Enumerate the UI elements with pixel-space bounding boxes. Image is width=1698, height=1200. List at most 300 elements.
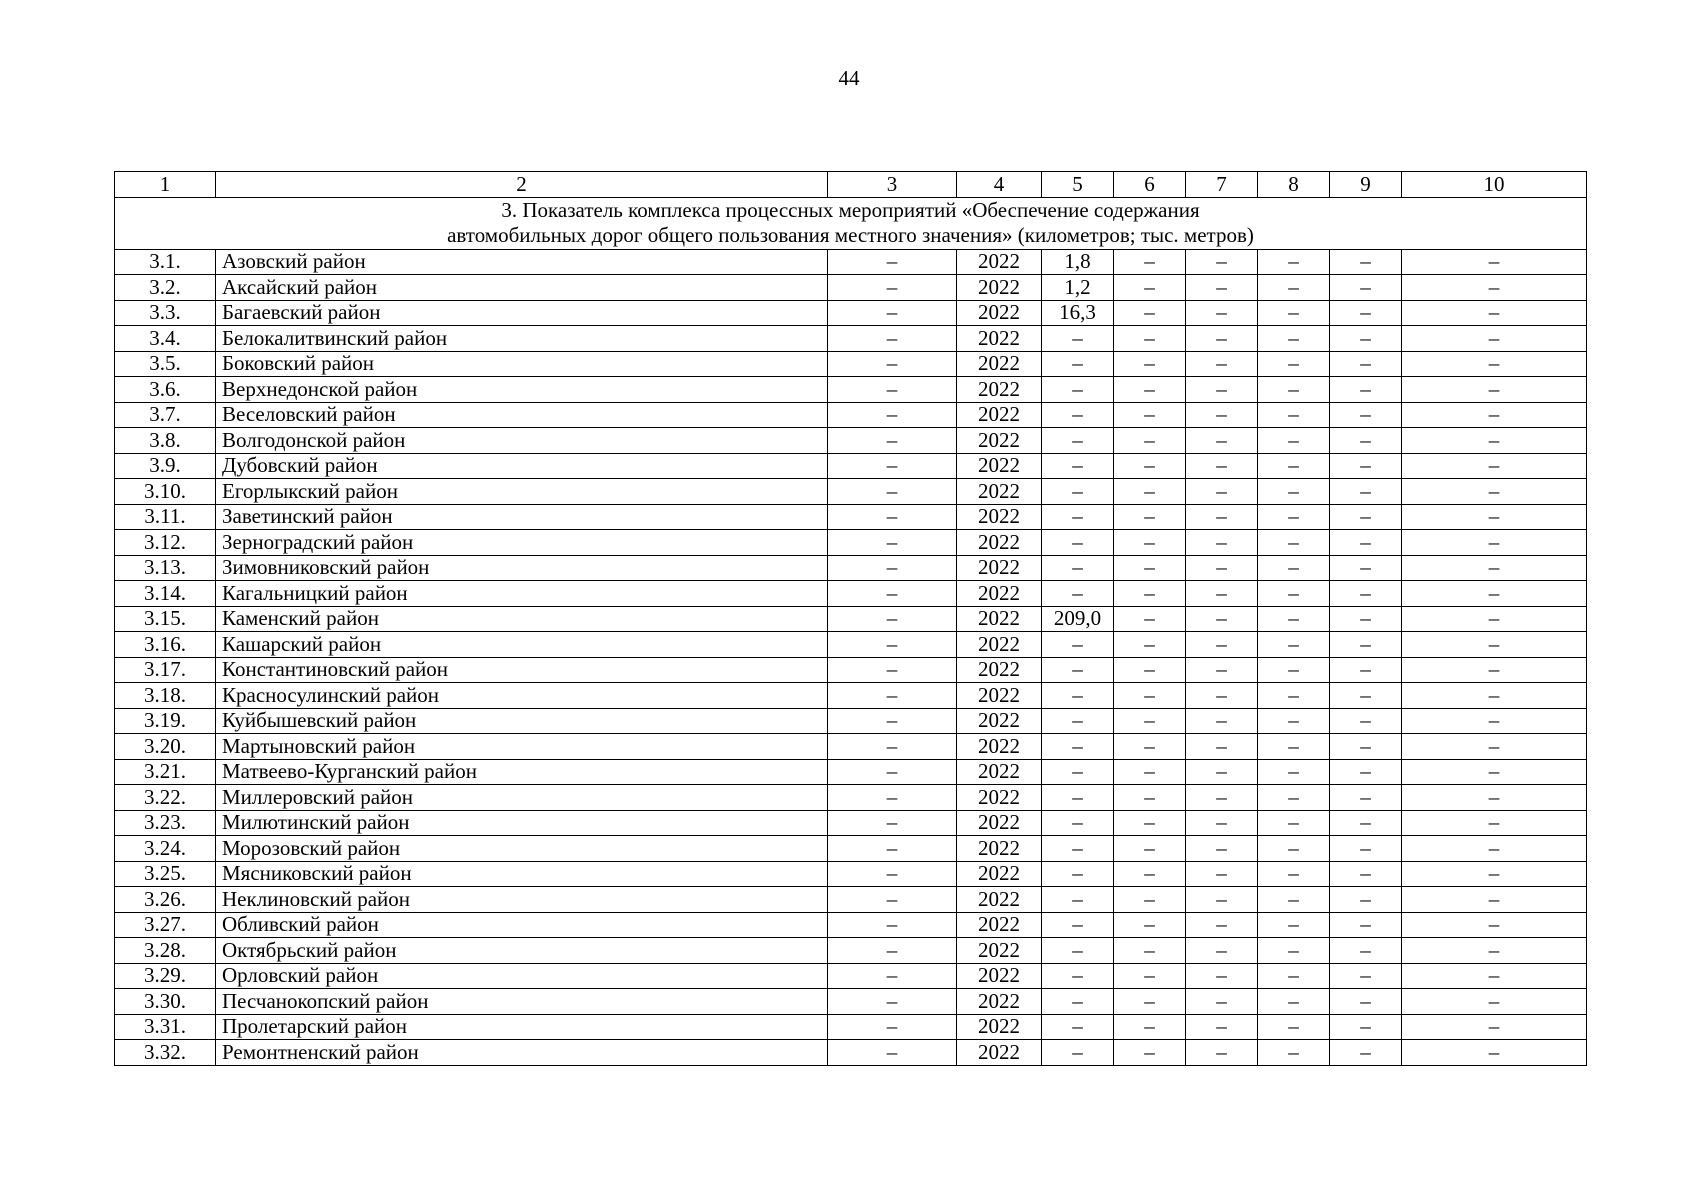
col6-value: – xyxy=(1114,606,1186,632)
col7-value: – xyxy=(1186,377,1258,403)
col6-value: – xyxy=(1114,632,1186,658)
col4-year: 2022 xyxy=(957,504,1042,530)
col5-value: – xyxy=(1042,632,1114,658)
column-header: 7 xyxy=(1186,172,1258,198)
col5-value: – xyxy=(1042,963,1114,989)
col4-year: 2022 xyxy=(957,989,1042,1015)
section-title-line1: 3. Показатель комплекса процессных мероприятий «Обеспечение содержания xyxy=(501,198,1200,222)
table-row xyxy=(115,810,1587,836)
table-row xyxy=(115,1014,1587,1040)
col7-value: – xyxy=(1186,708,1258,734)
col4-year: 2022 xyxy=(957,836,1042,862)
col3-value: – xyxy=(828,326,957,352)
col10-value: – xyxy=(1402,759,1587,785)
district-name: Дубовский район xyxy=(216,453,828,479)
col8-value: – xyxy=(1258,530,1330,556)
col5-value: – xyxy=(1042,683,1114,709)
col4-year: 2022 xyxy=(957,249,1042,275)
col8-value: – xyxy=(1258,887,1330,913)
col7-value: – xyxy=(1186,734,1258,760)
column-header: 5 xyxy=(1042,172,1114,198)
row-number: 3.14. xyxy=(115,581,216,607)
column-header: 8 xyxy=(1258,172,1330,198)
row-number: 3.19. xyxy=(115,708,216,734)
row-number: 3.17. xyxy=(115,657,216,683)
col10-value: – xyxy=(1402,453,1587,479)
col6-value: – xyxy=(1114,377,1186,403)
col4-year: 2022 xyxy=(957,428,1042,454)
col4-year: 2022 xyxy=(957,887,1042,913)
col10-value: – xyxy=(1402,989,1587,1015)
col10-value: – xyxy=(1402,657,1587,683)
col5-value: – xyxy=(1042,377,1114,403)
col8-value: – xyxy=(1258,810,1330,836)
col9-value: – xyxy=(1330,632,1402,658)
col6-value: – xyxy=(1114,657,1186,683)
col7-value: – xyxy=(1186,836,1258,862)
col9-value: – xyxy=(1330,377,1402,403)
col8-value: – xyxy=(1258,632,1330,658)
district-name: Багаевский район xyxy=(216,300,828,326)
col9-value: – xyxy=(1330,504,1402,530)
col10-value: – xyxy=(1402,504,1587,530)
table-row xyxy=(115,836,1587,862)
col9-value: – xyxy=(1330,249,1402,275)
col5-value: – xyxy=(1042,912,1114,938)
col4-year: 2022 xyxy=(957,555,1042,581)
col3-value: – xyxy=(828,530,957,556)
col3-value: – xyxy=(828,249,957,275)
row-number: 3.7. xyxy=(115,402,216,428)
col10-value: – xyxy=(1402,530,1587,556)
district-name: Песчанокопский район xyxy=(216,989,828,1015)
col3-value: – xyxy=(828,1014,957,1040)
col4-year: 2022 xyxy=(957,606,1042,632)
col5-value: – xyxy=(1042,810,1114,836)
row-number: 3.21. xyxy=(115,759,216,785)
col9-value: – xyxy=(1330,887,1402,913)
col6-value: – xyxy=(1114,989,1186,1015)
col6-value: – xyxy=(1114,861,1186,887)
col4-year: 2022 xyxy=(957,1040,1042,1066)
col4-year: 2022 xyxy=(957,734,1042,760)
row-number: 3.5. xyxy=(115,351,216,377)
col8-value: – xyxy=(1258,326,1330,352)
row-number: 3.16. xyxy=(115,632,216,658)
col6-value: – xyxy=(1114,887,1186,913)
col3-value: – xyxy=(828,479,957,505)
row-number: 3.11. xyxy=(115,504,216,530)
col10-value: – xyxy=(1402,810,1587,836)
column-number-row xyxy=(115,172,1587,198)
col6-value: – xyxy=(1114,785,1186,811)
col7-value: – xyxy=(1186,1040,1258,1066)
district-name: Кагальницкий район xyxy=(216,581,828,607)
col6-value: – xyxy=(1114,555,1186,581)
col10-value: – xyxy=(1402,555,1587,581)
col9-value: – xyxy=(1330,836,1402,862)
col4-year: 2022 xyxy=(957,402,1042,428)
district-name: Каменский район xyxy=(216,606,828,632)
col10-value: – xyxy=(1402,402,1587,428)
col6-value: – xyxy=(1114,504,1186,530)
table-row xyxy=(115,555,1587,581)
row-number: 3.29. xyxy=(115,963,216,989)
col10-value: – xyxy=(1402,785,1587,811)
table-row xyxy=(115,785,1587,811)
col6-value: – xyxy=(1114,479,1186,505)
section-title-row xyxy=(115,197,1587,249)
column-header: 2 xyxy=(216,172,828,198)
col6-value: – xyxy=(1114,581,1186,607)
district-name: Верхнедонской район xyxy=(216,377,828,403)
col6-value: – xyxy=(1114,249,1186,275)
col4-year: 2022 xyxy=(957,708,1042,734)
col10-value: – xyxy=(1402,734,1587,760)
col9-value: – xyxy=(1330,606,1402,632)
col6-value: – xyxy=(1114,683,1186,709)
col5-value: – xyxy=(1042,887,1114,913)
col4-year: 2022 xyxy=(957,479,1042,505)
col9-value: – xyxy=(1330,1014,1402,1040)
col7-value: – xyxy=(1186,657,1258,683)
district-name: Зерноградский район xyxy=(216,530,828,556)
col6-value: – xyxy=(1114,912,1186,938)
col10-value: – xyxy=(1402,428,1587,454)
col10-value: – xyxy=(1402,938,1587,964)
col3-value: – xyxy=(828,861,957,887)
col10-value: – xyxy=(1402,1014,1587,1040)
table-row xyxy=(115,377,1587,403)
table-row xyxy=(115,861,1587,887)
col5-value: – xyxy=(1042,1040,1114,1066)
col10-value: – xyxy=(1402,861,1587,887)
col6-value: – xyxy=(1114,1040,1186,1066)
district-name: Егорлыкский район xyxy=(216,479,828,505)
col3-value: – xyxy=(828,657,957,683)
row-number: 3.27. xyxy=(115,912,216,938)
col5-value: – xyxy=(1042,938,1114,964)
col9-value: – xyxy=(1330,1040,1402,1066)
col9-value: – xyxy=(1330,912,1402,938)
col5-value: – xyxy=(1042,657,1114,683)
col3-value: – xyxy=(828,377,957,403)
table-row xyxy=(115,683,1587,709)
col7-value: – xyxy=(1186,326,1258,352)
col8-value: – xyxy=(1258,581,1330,607)
col8-value: – xyxy=(1258,963,1330,989)
col4-year: 2022 xyxy=(957,810,1042,836)
col3-value: – xyxy=(828,912,957,938)
row-number: 3.23. xyxy=(115,810,216,836)
col5-value: – xyxy=(1042,785,1114,811)
col9-value: – xyxy=(1330,275,1402,301)
col5-value: – xyxy=(1042,836,1114,862)
col10-value: – xyxy=(1402,606,1587,632)
col10-value: – xyxy=(1402,377,1587,403)
district-name: Заветинский район xyxy=(216,504,828,530)
column-header: 6 xyxy=(1114,172,1186,198)
col6-value: – xyxy=(1114,402,1186,428)
col3-value: – xyxy=(828,453,957,479)
row-number: 3.2. xyxy=(115,275,216,301)
table-row xyxy=(115,989,1587,1015)
col9-value: – xyxy=(1330,300,1402,326)
table-row xyxy=(115,938,1587,964)
column-header: 3 xyxy=(828,172,957,198)
row-number: 3.32. xyxy=(115,1040,216,1066)
table-row xyxy=(115,453,1587,479)
col7-value: – xyxy=(1186,912,1258,938)
col8-value: – xyxy=(1258,861,1330,887)
col9-value: – xyxy=(1330,759,1402,785)
column-header: 10 xyxy=(1402,172,1587,198)
district-name: Волгодонской район xyxy=(216,428,828,454)
col6-value: – xyxy=(1114,810,1186,836)
table-row xyxy=(115,249,1587,275)
column-header: 9 xyxy=(1330,172,1402,198)
table-row xyxy=(115,428,1587,454)
district-name: Октябрьский район xyxy=(216,938,828,964)
col7-value: – xyxy=(1186,249,1258,275)
col7-value: – xyxy=(1186,963,1258,989)
col8-value: – xyxy=(1258,734,1330,760)
col9-value: – xyxy=(1330,734,1402,760)
col4-year: 2022 xyxy=(957,377,1042,403)
col9-value: – xyxy=(1330,402,1402,428)
col10-value: – xyxy=(1402,326,1587,352)
col7-value: – xyxy=(1186,810,1258,836)
col9-value: – xyxy=(1330,785,1402,811)
col5-value: – xyxy=(1042,989,1114,1015)
table-row xyxy=(115,657,1587,683)
col7-value: – xyxy=(1186,504,1258,530)
table-row xyxy=(115,275,1587,301)
col7-value: – xyxy=(1186,351,1258,377)
col7-value: – xyxy=(1186,1014,1258,1040)
row-number: 3.30. xyxy=(115,989,216,1015)
district-name: Азовский район xyxy=(216,249,828,275)
col8-value: – xyxy=(1258,402,1330,428)
col8-value: – xyxy=(1258,351,1330,377)
table-row xyxy=(115,351,1587,377)
col9-value: – xyxy=(1330,453,1402,479)
col6-value: – xyxy=(1114,963,1186,989)
col6-value: – xyxy=(1114,1014,1186,1040)
col3-value: – xyxy=(828,836,957,862)
col9-value: – xyxy=(1330,963,1402,989)
col6-value: – xyxy=(1114,708,1186,734)
col7-value: – xyxy=(1186,555,1258,581)
row-number: 3.25. xyxy=(115,861,216,887)
col3-value: – xyxy=(828,963,957,989)
table-row xyxy=(115,912,1587,938)
col7-value: – xyxy=(1186,275,1258,301)
col8-value: – xyxy=(1258,938,1330,964)
col8-value: – xyxy=(1258,275,1330,301)
col5-value: – xyxy=(1042,708,1114,734)
col5-value: – xyxy=(1042,861,1114,887)
col5-value: – xyxy=(1042,581,1114,607)
col6-value: – xyxy=(1114,530,1186,556)
col5-value: – xyxy=(1042,402,1114,428)
col9-value: – xyxy=(1330,326,1402,352)
row-number: 3.4. xyxy=(115,326,216,352)
col5-value: – xyxy=(1042,555,1114,581)
col5-value: 16,3 xyxy=(1042,300,1114,326)
col8-value: – xyxy=(1258,785,1330,811)
district-name: Пролетарский район xyxy=(216,1014,828,1040)
col10-value: – xyxy=(1402,708,1587,734)
col6-value: – xyxy=(1114,938,1186,964)
col3-value: – xyxy=(828,402,957,428)
col10-value: – xyxy=(1402,300,1587,326)
col10-value: – xyxy=(1402,249,1587,275)
col4-year: 2022 xyxy=(957,1014,1042,1040)
table-row xyxy=(115,734,1587,760)
district-name: Веселовский район xyxy=(216,402,828,428)
col6-value: – xyxy=(1114,759,1186,785)
row-number: 3.18. xyxy=(115,683,216,709)
col4-year: 2022 xyxy=(957,530,1042,556)
col5-value: – xyxy=(1042,453,1114,479)
col9-value: – xyxy=(1330,810,1402,836)
col5-value: – xyxy=(1042,1014,1114,1040)
row-number: 3.1. xyxy=(115,249,216,275)
col5-value: – xyxy=(1042,530,1114,556)
col5-value: 1,2 xyxy=(1042,275,1114,301)
col3-value: – xyxy=(828,606,957,632)
table-row xyxy=(115,1040,1587,1066)
col5-value: – xyxy=(1042,351,1114,377)
col7-value: – xyxy=(1186,606,1258,632)
col10-value: – xyxy=(1402,581,1587,607)
col3-value: – xyxy=(828,938,957,964)
col4-year: 2022 xyxy=(957,326,1042,352)
table-row xyxy=(115,326,1587,352)
table-row xyxy=(115,887,1587,913)
col9-value: – xyxy=(1330,479,1402,505)
table-row xyxy=(115,759,1587,785)
row-number: 3.22. xyxy=(115,785,216,811)
table-row xyxy=(115,479,1587,505)
col8-value: – xyxy=(1258,836,1330,862)
col5-value: 209,0 xyxy=(1042,606,1114,632)
col4-year: 2022 xyxy=(957,938,1042,964)
col4-year: 2022 xyxy=(957,657,1042,683)
table-row xyxy=(115,530,1587,556)
district-name: Ремонтненский район xyxy=(216,1040,828,1066)
col4-year: 2022 xyxy=(957,861,1042,887)
col9-value: – xyxy=(1330,581,1402,607)
col7-value: – xyxy=(1186,683,1258,709)
district-name: Константиновский район xyxy=(216,657,828,683)
row-number: 3.6. xyxy=(115,377,216,403)
district-name: Мартыновский район xyxy=(216,734,828,760)
col7-value: – xyxy=(1186,300,1258,326)
table-row xyxy=(115,606,1587,632)
col8-value: – xyxy=(1258,606,1330,632)
district-name: Обливский район xyxy=(216,912,828,938)
col3-value: – xyxy=(828,275,957,301)
district-name: Неклиновский район xyxy=(216,887,828,913)
col8-value: – xyxy=(1258,1040,1330,1066)
col8-value: – xyxy=(1258,428,1330,454)
district-name: Красносулинский район xyxy=(216,683,828,709)
column-header: 4 xyxy=(957,172,1042,198)
col7-value: – xyxy=(1186,785,1258,811)
col5-value: – xyxy=(1042,479,1114,505)
district-name: Куйбышевский район xyxy=(216,708,828,734)
table-row xyxy=(115,632,1587,658)
col7-value: – xyxy=(1186,632,1258,658)
col3-value: – xyxy=(828,428,957,454)
col8-value: – xyxy=(1258,657,1330,683)
col10-value: – xyxy=(1402,275,1587,301)
col5-value: 1,8 xyxy=(1042,249,1114,275)
table-row xyxy=(115,402,1587,428)
col6-value: – xyxy=(1114,734,1186,760)
col10-value: – xyxy=(1402,912,1587,938)
row-number: 3.31. xyxy=(115,1014,216,1040)
district-name: Морозовский район xyxy=(216,836,828,862)
row-number: 3.3. xyxy=(115,300,216,326)
col8-value: – xyxy=(1258,708,1330,734)
col5-value: – xyxy=(1042,734,1114,760)
district-name: Матвеево-Курганский район xyxy=(216,759,828,785)
col3-value: – xyxy=(828,300,957,326)
col7-value: – xyxy=(1186,887,1258,913)
col3-value: – xyxy=(828,887,957,913)
col7-value: – xyxy=(1186,428,1258,454)
col5-value: – xyxy=(1042,504,1114,530)
row-number: 3.20. xyxy=(115,734,216,760)
col6-value: – xyxy=(1114,300,1186,326)
col3-value: – xyxy=(828,785,957,811)
col3-value: – xyxy=(828,683,957,709)
col8-value: – xyxy=(1258,300,1330,326)
col7-value: – xyxy=(1186,938,1258,964)
col9-value: – xyxy=(1330,938,1402,964)
row-number: 3.28. xyxy=(115,938,216,964)
table-row xyxy=(115,504,1587,530)
col3-value: – xyxy=(828,989,957,1015)
indicator-table xyxy=(114,171,1587,1066)
col10-value: – xyxy=(1402,1040,1587,1066)
col4-year: 2022 xyxy=(957,683,1042,709)
col6-value: – xyxy=(1114,275,1186,301)
col8-value: – xyxy=(1258,504,1330,530)
col7-value: – xyxy=(1186,989,1258,1015)
col9-value: – xyxy=(1330,657,1402,683)
col9-value: – xyxy=(1330,530,1402,556)
col8-value: – xyxy=(1258,683,1330,709)
row-number: 3.10. xyxy=(115,479,216,505)
col4-year: 2022 xyxy=(957,453,1042,479)
district-name: Зимовниковский район xyxy=(216,555,828,581)
col10-value: – xyxy=(1402,887,1587,913)
col8-value: – xyxy=(1258,912,1330,938)
col4-year: 2022 xyxy=(957,632,1042,658)
district-name: Мясниковский район xyxy=(216,861,828,887)
row-number: 3.9. xyxy=(115,453,216,479)
col4-year: 2022 xyxy=(957,759,1042,785)
col9-value: – xyxy=(1330,351,1402,377)
col8-value: – xyxy=(1258,555,1330,581)
col4-year: 2022 xyxy=(957,275,1042,301)
col4-year: 2022 xyxy=(957,912,1042,938)
col9-value: – xyxy=(1330,861,1402,887)
